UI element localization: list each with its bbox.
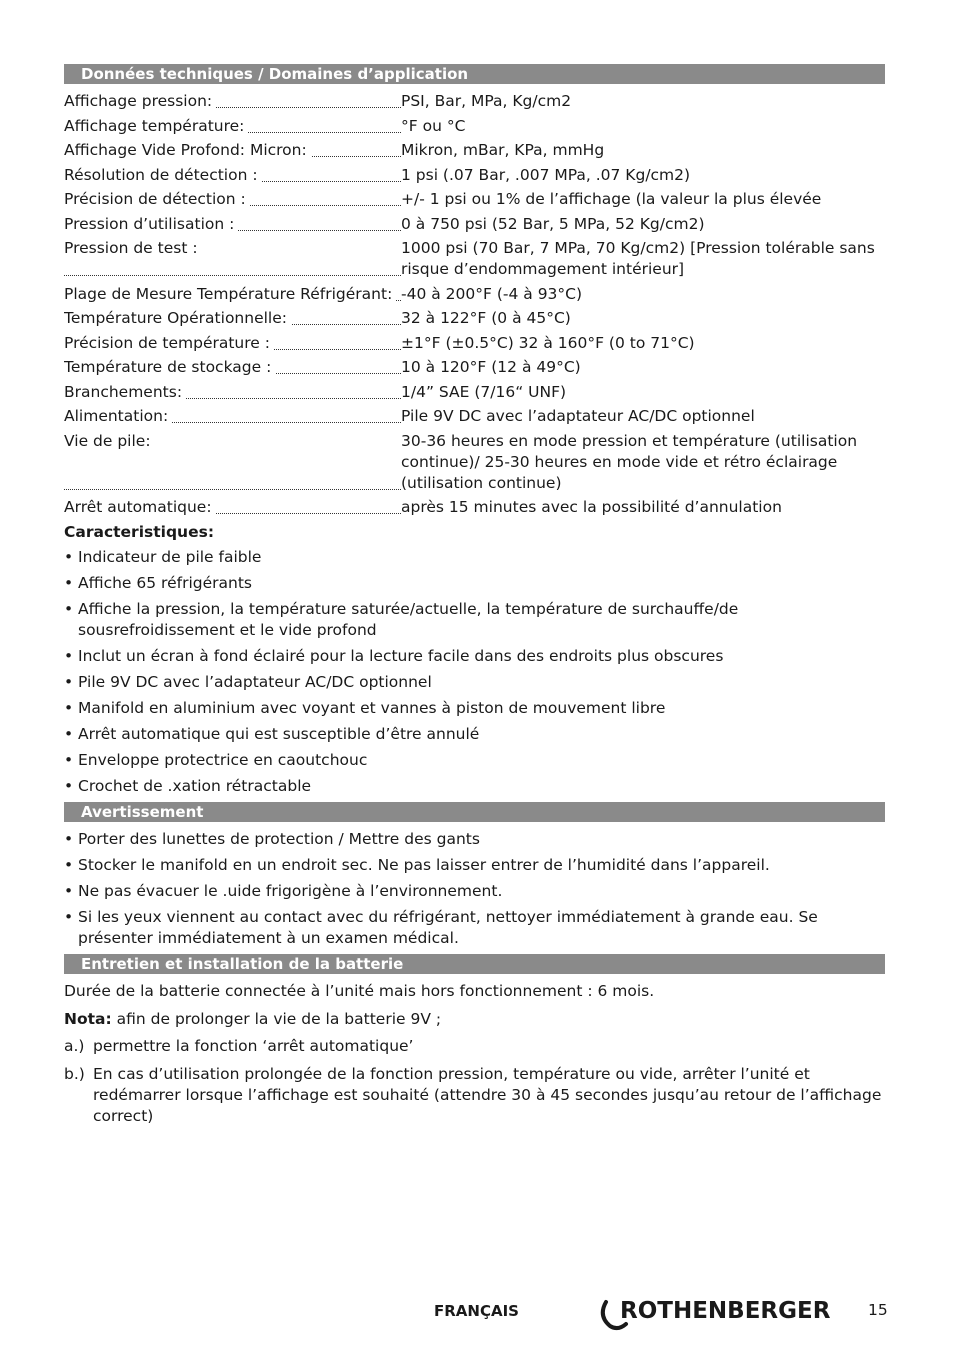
warnings-list bbox=[64, 829, 885, 949]
spec-row bbox=[64, 284, 885, 305]
warning-item bbox=[64, 855, 885, 876]
spec-value: 30-36 heures en mode pression et température (utilisation continue)/ 25-30 heures en mode vide et rétro éclairage (utilisation continue) bbox=[401, 431, 858, 492]
spec-value: Mikron, mBar, KPa, mmHg bbox=[401, 141, 605, 159]
feature-item-text: Affiche 65 réfrigérants bbox=[78, 573, 252, 592]
section-header-battery: Entretien et installation de la batterie bbox=[64, 954, 885, 974]
footer-language: FRANÇAIS bbox=[434, 1302, 519, 1320]
spec-label: Température de stockage : bbox=[64, 358, 275, 376]
features-list bbox=[64, 547, 885, 797]
feature-item-text: Crochet de .xation rétractable bbox=[78, 776, 312, 795]
battery-nota bbox=[64, 1009, 885, 1030]
spec-label-cell bbox=[64, 140, 401, 161]
step-text: En cas d’utilisation prolongée de la fonction pression, température ou vide, arrêter l’unité et redémarrer lorsque l’affichage est souhaité (attendre 30 à 45 secondes jusqu’au retour de l’affichage correct) bbox=[93, 1064, 882, 1125]
feature-item bbox=[64, 750, 885, 771]
spec-row bbox=[64, 116, 885, 137]
spec-label-cell bbox=[64, 431, 401, 494]
feature-item-text: Enveloppe protectrice en caoutchouc bbox=[78, 750, 368, 769]
feature-item bbox=[64, 547, 885, 568]
spec-value: 1000 psi (70 Bar, 7 MPa, 70 Kg/cm2) [Pression tolérable sans risque d’endommagement intérieur] bbox=[401, 239, 875, 278]
feature-item bbox=[64, 672, 885, 693]
spec-label-cell bbox=[64, 116, 401, 137]
spec-label-cell bbox=[64, 189, 401, 210]
feature-item bbox=[64, 646, 885, 667]
spec-row bbox=[64, 214, 885, 235]
warning-item bbox=[64, 907, 885, 949]
feature-item bbox=[64, 698, 885, 719]
document-page bbox=[64, 64, 885, 1134]
spec-row bbox=[64, 406, 885, 427]
spec-row bbox=[64, 333, 885, 354]
spec-row bbox=[64, 140, 885, 161]
spec-value: 0 à 750 psi (52 Bar, 5 MPa, 52 Kg/cm2) bbox=[401, 214, 705, 233]
spec-row bbox=[64, 189, 885, 210]
spec-label: Alimentation: bbox=[64, 407, 172, 425]
dot-leader bbox=[64, 489, 401, 490]
battery-steps-list bbox=[64, 1036, 885, 1127]
step-marker: a.) bbox=[64, 1036, 85, 1055]
spec-row bbox=[64, 308, 885, 329]
nota-label: Nota: bbox=[64, 1009, 112, 1028]
spec-label-cell bbox=[64, 497, 401, 518]
spec-label-cell bbox=[64, 308, 401, 329]
section-header-tech: Données techniques / Domaines d’application bbox=[64, 64, 885, 84]
spec-label-cell bbox=[64, 238, 401, 280]
feature-item bbox=[64, 776, 885, 797]
spec-label-cell bbox=[64, 165, 401, 186]
feature-item-text: Indicateur de pile faible bbox=[78, 547, 262, 566]
warning-item-text: Si les yeux viennent au contact avec du réfrigérant, nettoyer immédiatement à grande eau. Se présenter immédiatement à un examen médical. bbox=[78, 907, 818, 947]
spec-label: Pression de test : bbox=[64, 239, 202, 257]
spec-table bbox=[64, 91, 885, 518]
spec-label-cell bbox=[64, 91, 401, 112]
feature-item bbox=[64, 724, 885, 745]
spec-label-cell bbox=[64, 333, 401, 354]
bullet-glyph: • bbox=[64, 547, 74, 566]
feature-item bbox=[64, 599, 885, 641]
bullet-glyph: • bbox=[64, 646, 74, 665]
spec-label: Température Opérationnelle: bbox=[64, 309, 291, 327]
battery-duration: Durée de la batterie connectée à l’unité mais hors fonctionnement : 6 mois. bbox=[64, 981, 655, 1000]
spec-label: Branchements: bbox=[64, 383, 186, 401]
spec-label: Arrêt automatique: bbox=[64, 498, 216, 516]
spec-label-cell bbox=[64, 406, 401, 427]
bullet-glyph: • bbox=[64, 750, 74, 769]
dot-leader bbox=[64, 275, 401, 276]
feature-item-text: Manifold en aluminium avec voyant et vannes à piston de mouvement libre bbox=[78, 698, 666, 717]
spec-row bbox=[64, 91, 885, 112]
spec-row bbox=[64, 382, 885, 403]
warning-item-text: Stocker le manifold en un endroit sec. Ne pas laisser entrer de l’humidité dans l’appareil. bbox=[78, 855, 770, 874]
spec-label: Pression d’utilisation : bbox=[64, 215, 238, 233]
bullet-glyph: • bbox=[64, 573, 74, 592]
spec-value: 1 psi (.07 Bar, .007 MPa, .07 Kg/cm2) bbox=[401, 165, 691, 184]
rothenberger-logo bbox=[596, 1296, 836, 1332]
spec-label-cell bbox=[64, 284, 401, 305]
spec-label: Précision de détection : bbox=[64, 190, 250, 208]
bullet-glyph: • bbox=[64, 672, 74, 691]
spec-label: Précision de température : bbox=[64, 334, 274, 352]
warning-item-text: Ne pas évacuer le .uide frigorigène à l’environnement. bbox=[78, 881, 503, 900]
spec-value: 32 à 122°F (0 à 45°C) bbox=[401, 309, 571, 327]
bullet-glyph: • bbox=[64, 724, 74, 743]
battery-step bbox=[64, 1064, 885, 1127]
spec-label-cell bbox=[64, 214, 401, 235]
spec-row bbox=[64, 238, 885, 280]
step-marker: b.) bbox=[64, 1064, 85, 1083]
warning-item bbox=[64, 881, 885, 902]
feature-item-text: Arrêt automatique qui est susceptible d’être annulé bbox=[78, 724, 480, 743]
spec-label: Affichage température: bbox=[64, 117, 248, 135]
svg-text:ROTHENBERGER: ROTHENBERGER bbox=[620, 1298, 831, 1324]
bullet-glyph: • bbox=[64, 776, 74, 795]
spec-row bbox=[64, 431, 885, 494]
feature-item-text: Inclut un écran à fond éclairé pour la lecture facile dans des endroits plus obscures bbox=[78, 646, 724, 665]
spec-value: °F ou °C bbox=[401, 116, 466, 135]
nota-text: afin de prolonger la vie de la batterie 9V ; bbox=[111, 1009, 442, 1028]
spec-row bbox=[64, 357, 885, 378]
page-number: 15 bbox=[868, 1301, 888, 1319]
page-footer bbox=[0, 1296, 954, 1336]
warning-item-text: Porter des lunettes de protection / Mettre des gants bbox=[78, 829, 480, 848]
spec-label: Plage de Mesure Température Réfrigérant: bbox=[64, 285, 396, 303]
feature-item-text: Affiche la pression, la température saturée/actuelle, la température de surchauffe/de sousrefroidissement et le vide profond bbox=[78, 599, 739, 639]
bullet-glyph: • bbox=[64, 855, 74, 874]
spec-label: Vie de pile: bbox=[64, 432, 155, 450]
spec-label-cell bbox=[64, 382, 401, 403]
features-title: Caracteristiques: bbox=[64, 522, 215, 541]
spec-label-cell bbox=[64, 357, 401, 378]
bullet-glyph: • bbox=[64, 881, 74, 900]
bullet-glyph: • bbox=[64, 599, 74, 618]
spec-value: Pile 9V DC avec l’adaptateur AC/DC optionnel bbox=[401, 407, 755, 425]
spec-row bbox=[64, 165, 885, 186]
spec-value: ±1°F (±0.5°C) 32 à 160°F (0 to 71°C) bbox=[401, 333, 695, 352]
bullet-glyph: • bbox=[64, 907, 74, 926]
spec-label: Résolution de détection : bbox=[64, 166, 262, 184]
spec-label: Affichage pression: bbox=[64, 92, 216, 110]
spec-label: Affichage Vide Profond: Micron: bbox=[64, 141, 311, 159]
bullet-glyph: • bbox=[64, 698, 74, 717]
battery-step bbox=[64, 1036, 885, 1057]
warning-item bbox=[64, 829, 885, 850]
spec-value: après 15 minutes avec la possibilité d’annulation bbox=[401, 498, 782, 516]
spec-value: PSI, Bar, MPa, Kg/cm2 bbox=[401, 92, 572, 110]
spec-value: 1/4” SAE (7/16“ UNF) bbox=[401, 382, 567, 401]
feature-item bbox=[64, 573, 885, 594]
spec-row bbox=[64, 497, 885, 518]
spec-value: -40 à 200°F (-4 à 93°C) bbox=[401, 284, 583, 303]
bullet-glyph: • bbox=[64, 829, 74, 848]
feature-item-text: Pile 9V DC avec l’adaptateur AC/DC optionnel bbox=[78, 672, 432, 691]
section-header-warning: Avertissement bbox=[64, 802, 885, 822]
spec-value: +/- 1 psi ou 1% de l’affichage (la valeur la plus élevée bbox=[401, 190, 822, 208]
spec-value: 10 à 120°F (12 à 49°C) bbox=[401, 358, 581, 376]
step-text: permettre la fonction ‘arrêt automatique’ bbox=[93, 1036, 414, 1055]
